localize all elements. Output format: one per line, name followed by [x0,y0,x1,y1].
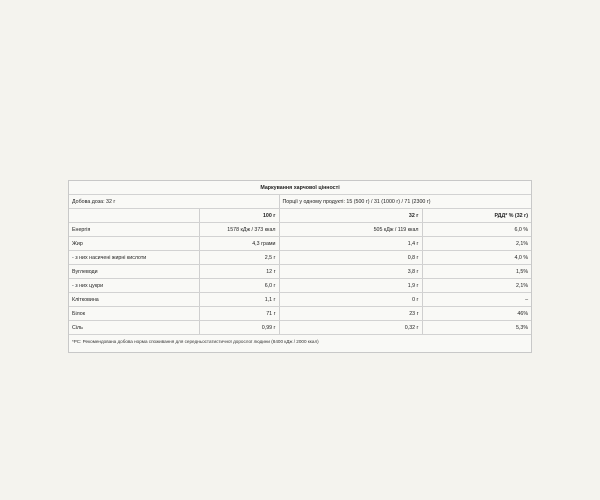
value-rda: 2,1% [422,279,531,293]
value-per32: 1,4 г [279,237,422,251]
nutrient-name: Вуглеводи [69,265,199,279]
table-row [69,321,531,335]
value-rda: 4,0 % [422,251,531,265]
value-rda: 1,5% [422,265,531,279]
table-row [69,279,531,293]
value-per32: 1,9 г [279,279,422,293]
header-per100: 100 г [199,209,279,223]
value-per32: 23 г [279,307,422,321]
nutrition-table [69,181,531,352]
value-per32: 0,32 г [279,321,422,335]
value-rda: 2,1% [422,237,531,251]
nutrient-name: Білок [69,307,199,321]
value-per100: 2,5 г [199,251,279,265]
value-per100: 6,0 г [199,279,279,293]
value-per100: 1578 кДж / 373 ккал [199,223,279,237]
nutrient-name: Жир [69,237,199,251]
value-per32: 505 кДж / 119 ккал [279,223,422,237]
daily-dose: Добова доза: 32 г [69,195,279,209]
header-empty [69,209,199,223]
value-per100: 12 г [199,265,279,279]
value-per32: 0 г [279,293,422,307]
nutrient-name: - з них цукри [69,279,199,293]
table-row [69,251,531,265]
footnote-row [69,335,531,348]
nutrient-name: Сіль [69,321,199,335]
nutrient-name: - з них насичені жирні кислоти [69,251,199,265]
value-per100: 1,1 г [199,293,279,307]
value-rda: 46% [422,307,531,321]
nutrient-name: Енергія [69,223,199,237]
value-rda: – [422,293,531,307]
bottom-padding [69,347,531,352]
value-rda: 6,0 % [422,223,531,237]
value-per100: 4,3 грами [199,237,279,251]
padding-cell [69,347,531,352]
table-row [69,293,531,307]
footnote: *РС: Рекомендована добова норма споживання для середньостатистичної дорослої людини (8400 кДж / 2000 ккал) [72,338,319,344]
table-row [69,223,531,237]
table-row [69,307,531,321]
table-row [69,265,531,279]
table-row [69,237,531,251]
value-per32: 0,8 г [279,251,422,265]
portions-info: Порції у одному продукті: 15 (500 г) / 31 (1000 г) / 71 (2300 г) [279,195,531,209]
header-per32: 32 г [279,209,422,223]
value-per100: 71 г [199,307,279,321]
nutrition-label [68,180,532,353]
value-per32: 3,8 г [279,265,422,279]
nutrient-name: Клітковина [69,293,199,307]
header-rda: РДД* % (32 г) [422,209,531,223]
value-per100: 0,99 г [199,321,279,335]
table-title: Маркування харчової цінності [69,181,531,195]
value-rda: 5,3% [422,321,531,335]
